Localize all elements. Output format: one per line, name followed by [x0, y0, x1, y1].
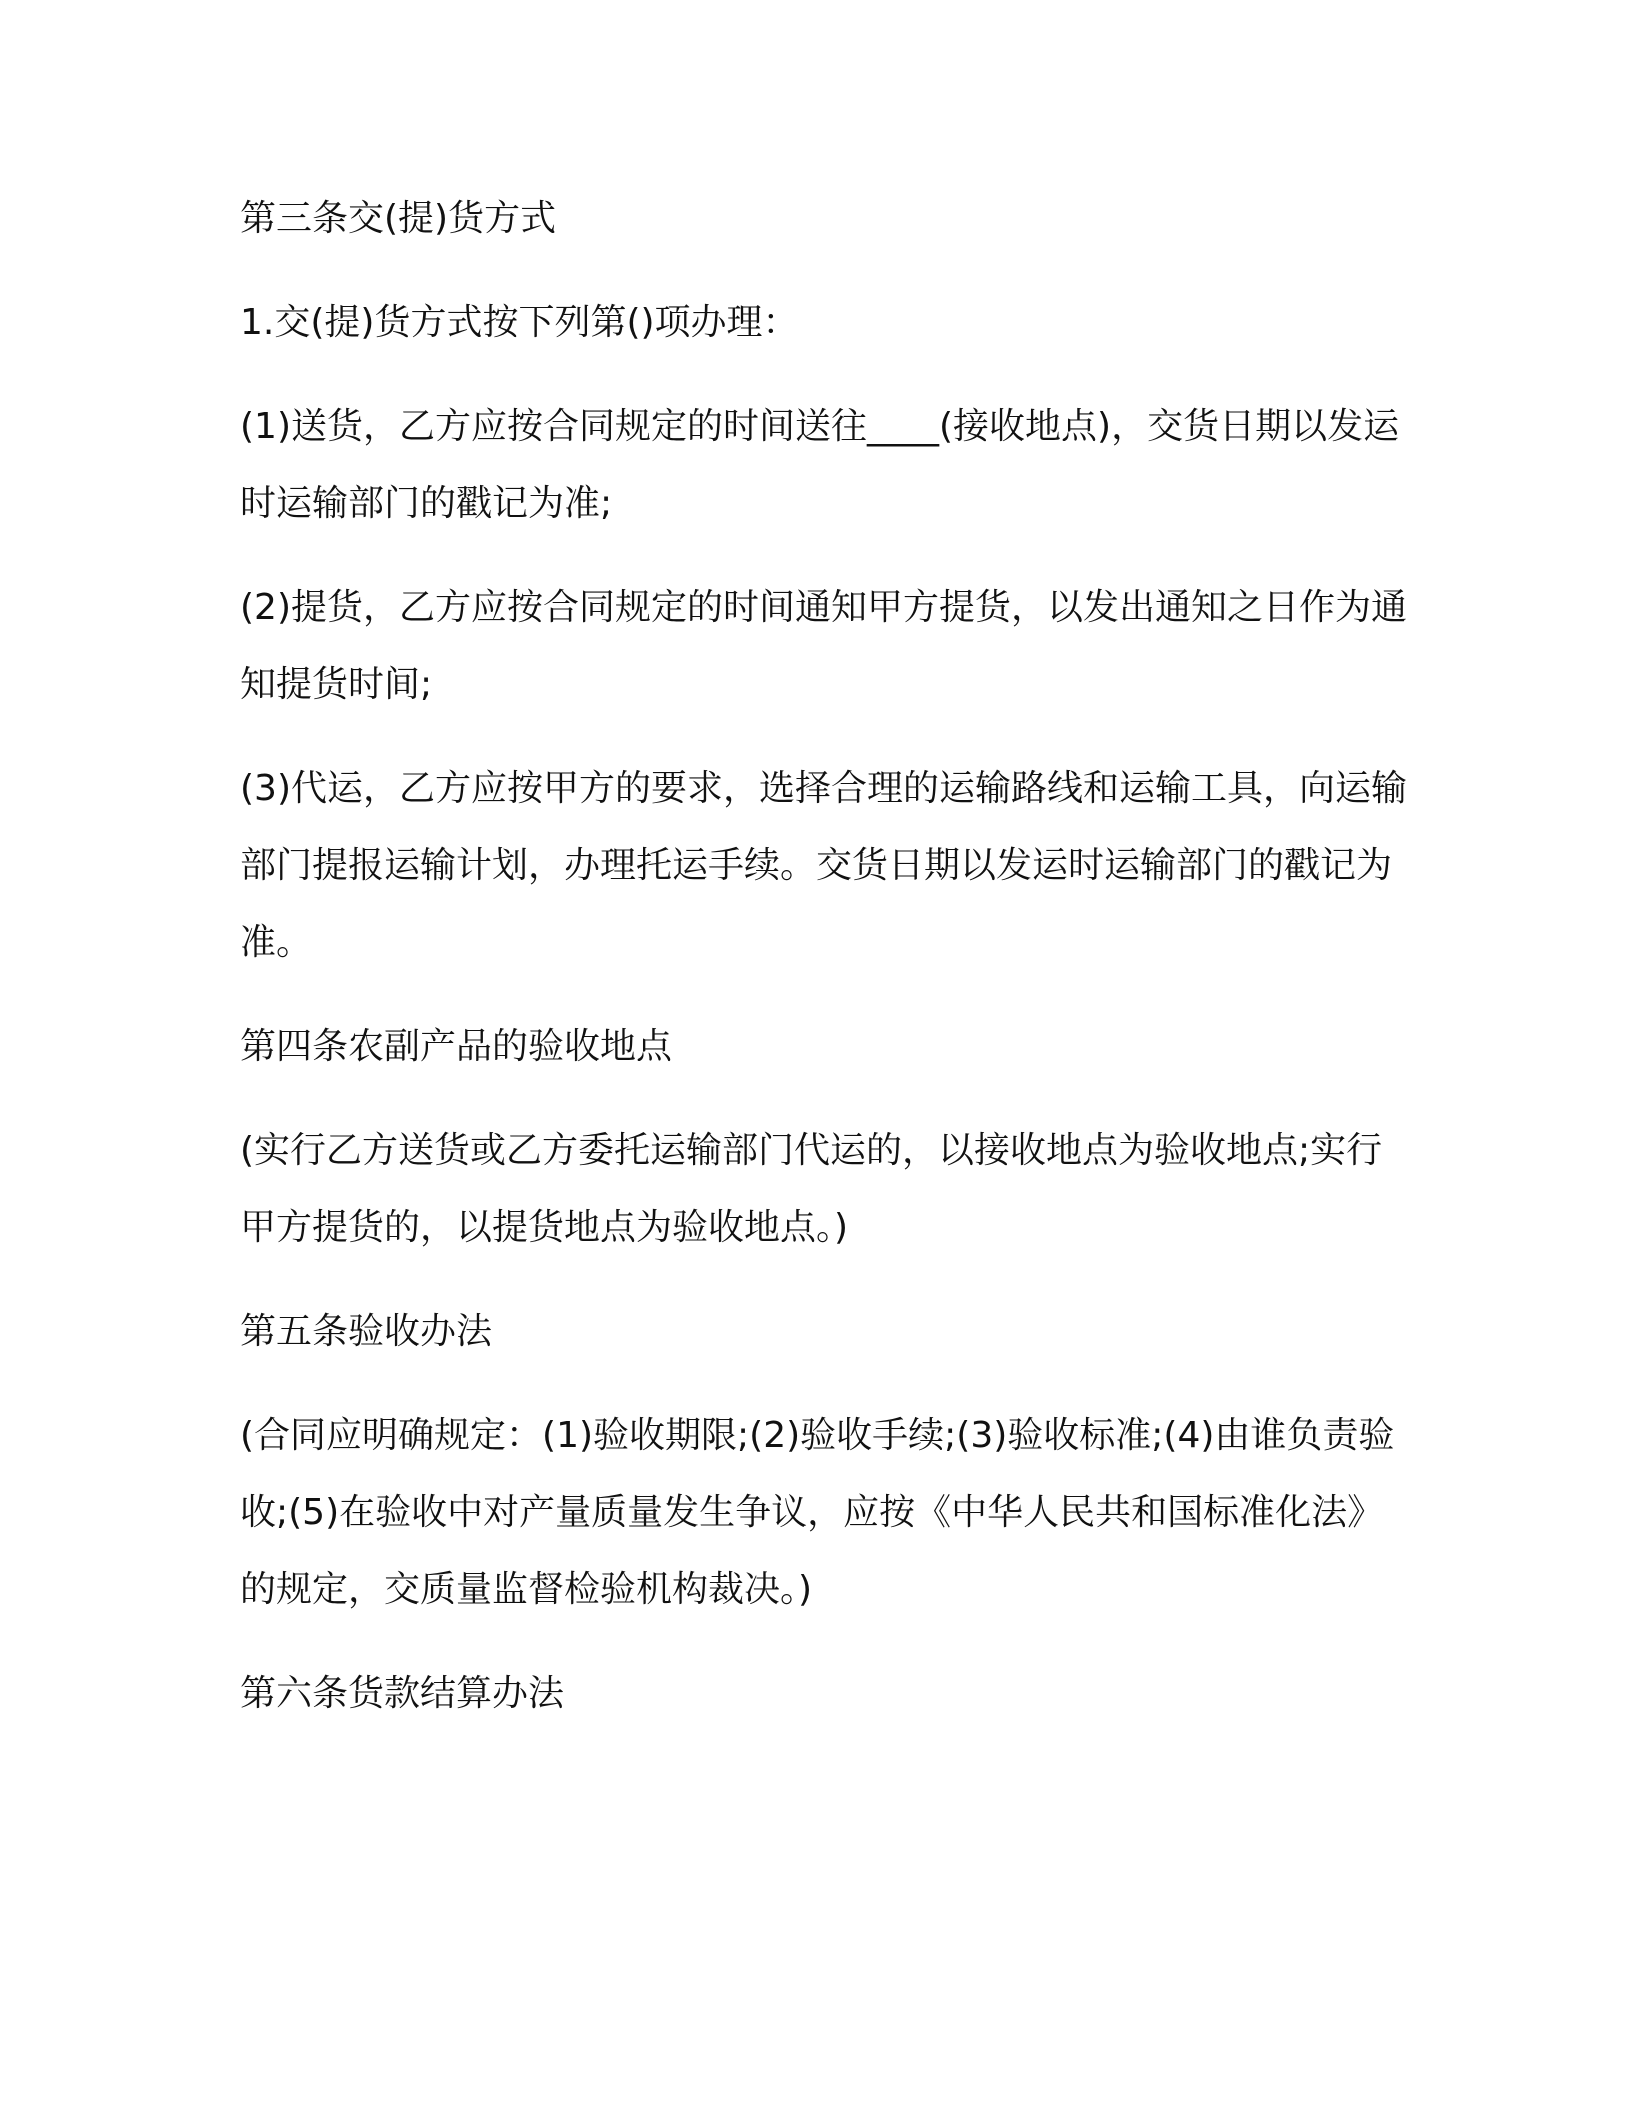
delivery-option-1: (1)送货，乙方应按合同规定的时间送往____(接收地点)，交货日期以发运时运输部门的戳记为准;	[240, 406, 1400, 524]
delivery-method-intro: 1.交(提)货方式按下列第()项办理：	[240, 302, 799, 343]
inspection-location-text: (实行乙方送货或乙方委托运输部门代运的，以接收地点为验收地点;实行甲方提货的，以提货地点为验收地点。)	[240, 1130, 1383, 1248]
delivery-option-2: (2)提货，乙方应按合同规定的时间通知甲方提货，以发出通知之日作为通知提货时间;	[240, 587, 1407, 705]
document-page	[240, 180, 1410, 1759]
article-3-heading: 第三条交(提)货方式	[240, 198, 557, 239]
delivery-option-3: (3)代运，乙方应按甲方的要求，选择合理的运输路线和运输工具，向运输部门提报运输计划，办理托运手续。交货日期以发运时运输部门的戳记为准。	[240, 768, 1407, 963]
article-5-heading: 第五条验收办法	[240, 1311, 493, 1352]
article-4-heading: 第四条农副产品的验收地点	[240, 1026, 673, 1067]
article-6-heading: 第六条货款结算办法	[240, 1673, 565, 1714]
inspection-method-text: (合同应明确规定：(1)验收期限;(2)验收手续;(3)验收标准;(4)由谁负责验收;(5)在验收中对产量质量发生争议，应按《中华人民共和国标准化法》的规定，交质量监督检验机构裁决。)	[240, 1415, 1395, 1610]
